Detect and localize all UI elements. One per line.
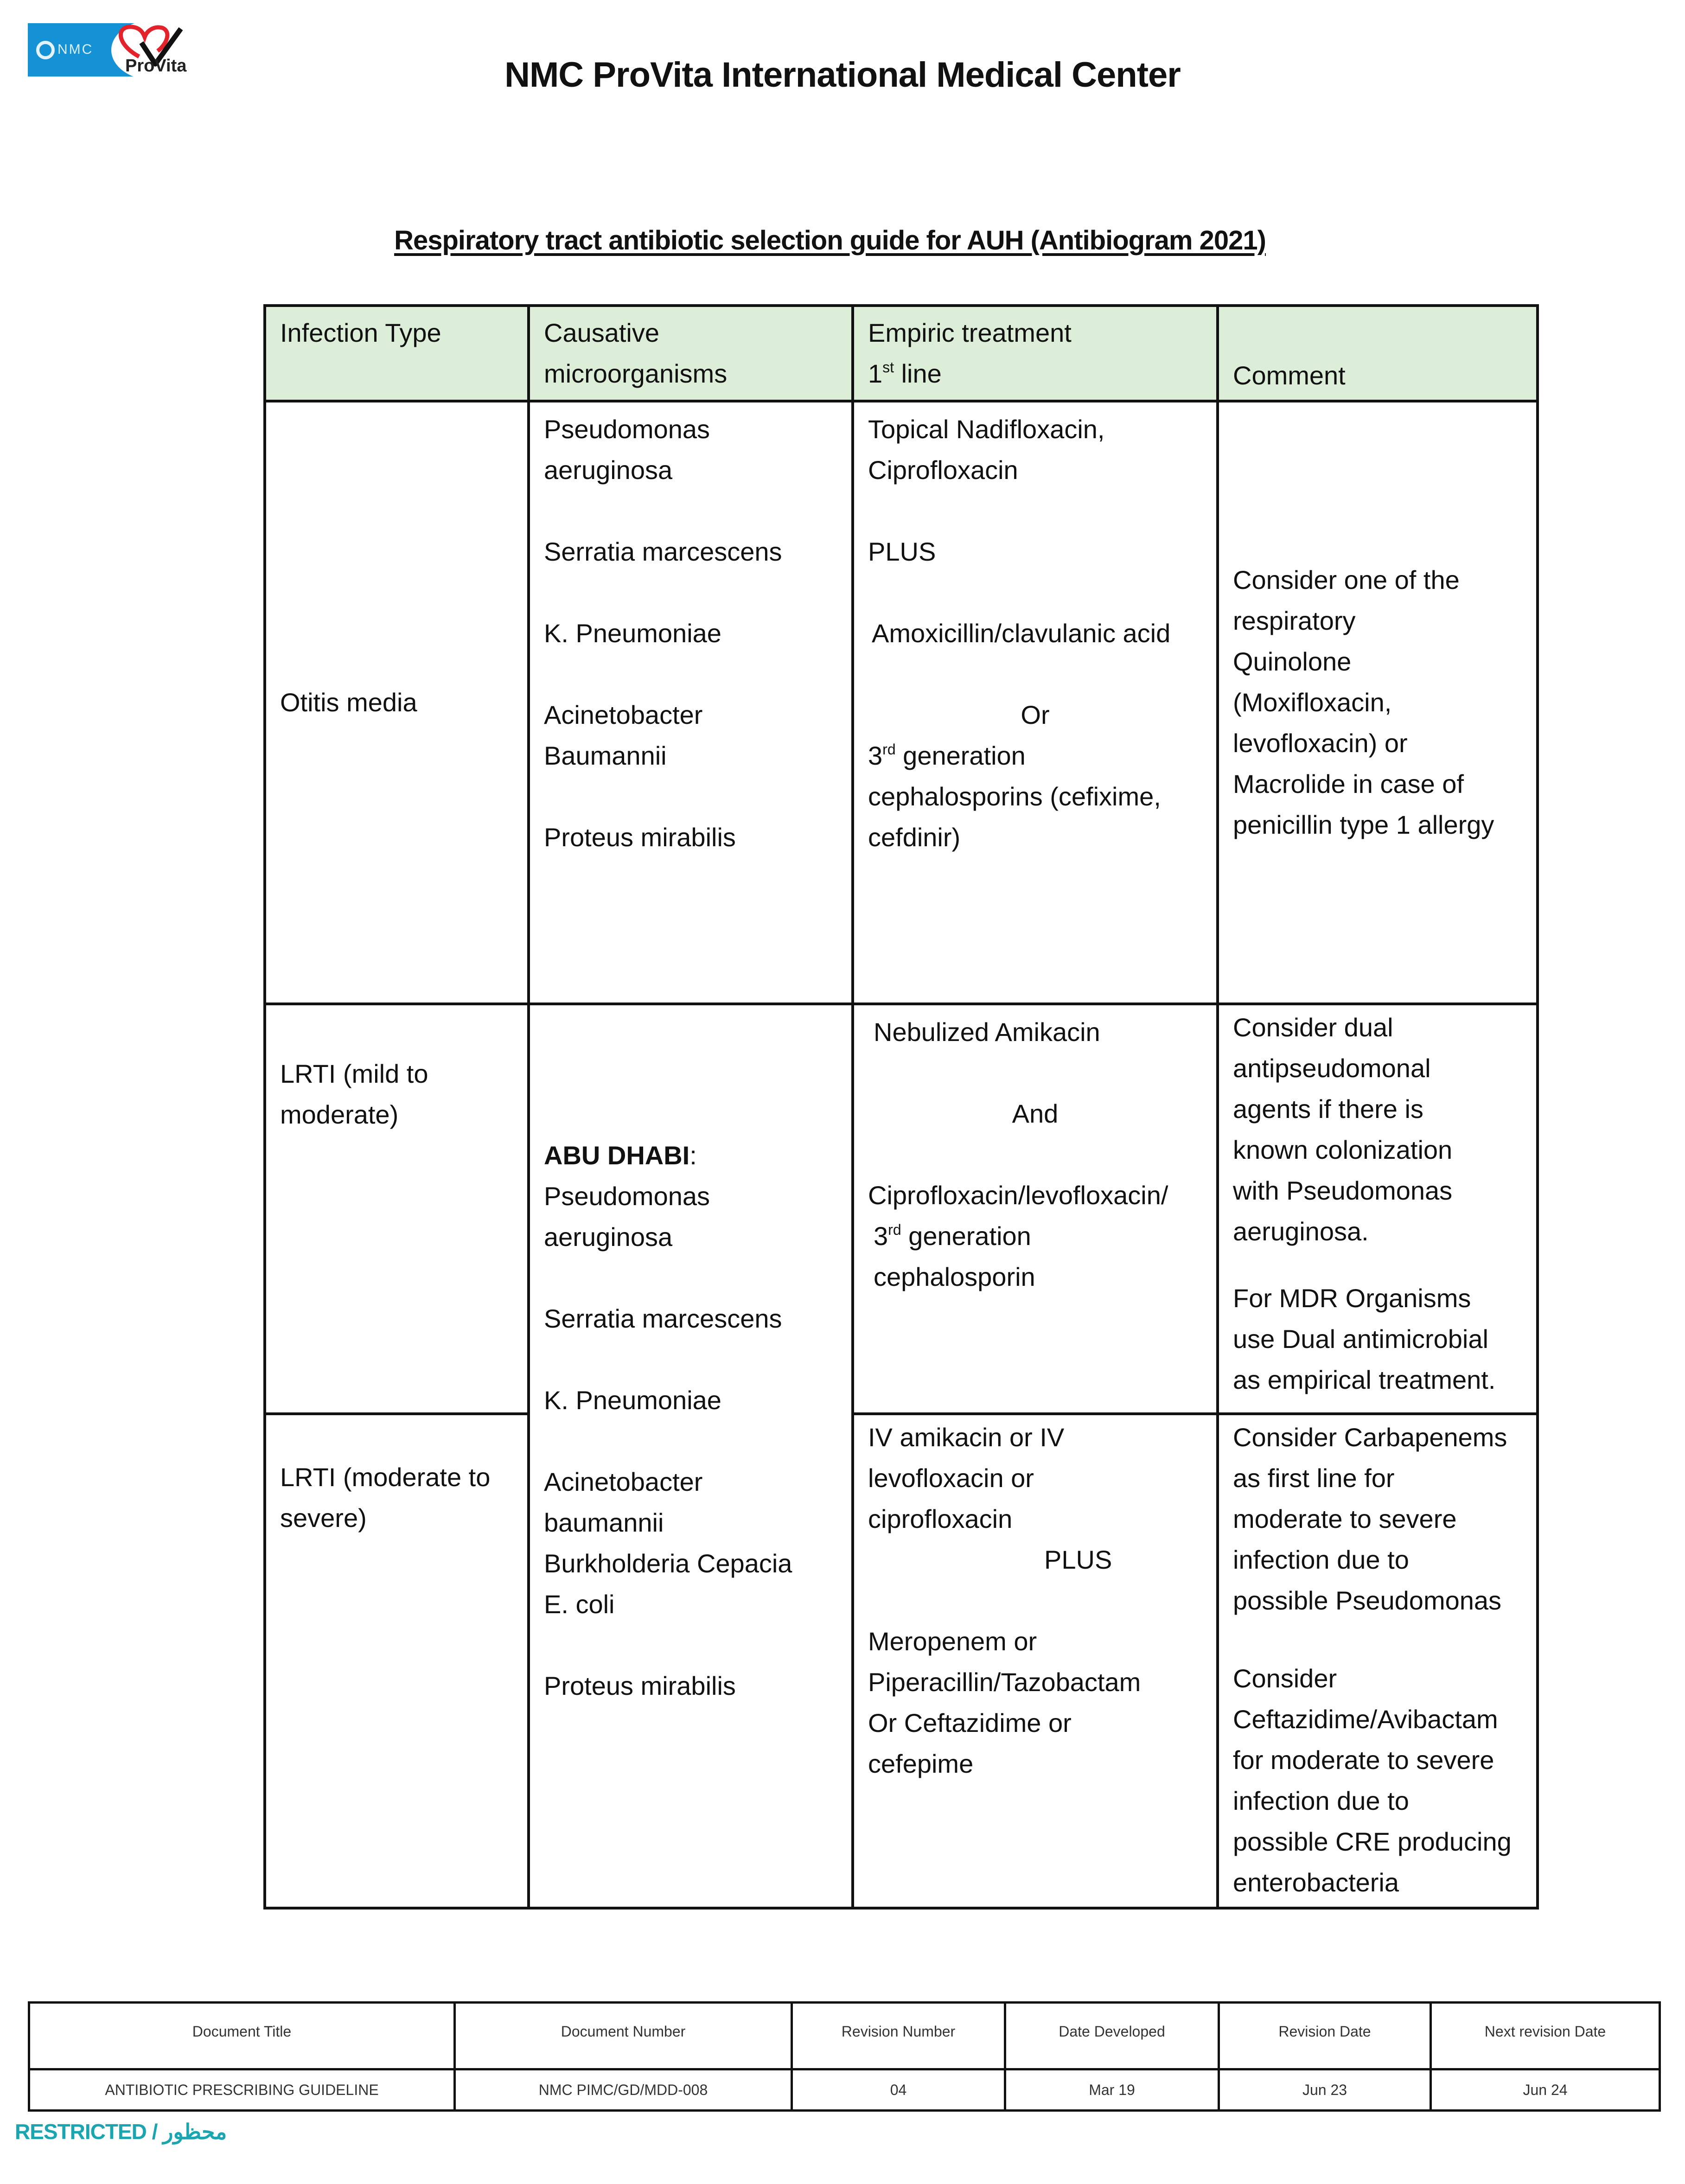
treatment-line: Amoxicillin/clavulanic acid [872,619,1171,648]
header-causative-microorganisms [529,306,853,401]
ordinal-number: 3 [874,1221,888,1251]
header-label: Comment [1233,361,1346,390]
comment-line: as first line for [1233,1463,1395,1493]
spacer [544,1625,837,1666]
header-label: Infection Type [280,318,441,347]
spacer [868,491,1202,531]
cell-infection-type [265,1414,529,1908]
header-label [868,353,1202,394]
table-row-lrti-moderate-severe [265,1414,1538,1908]
label-revision-number: Revision Number [792,2003,1005,2069]
treatment-line: levofloxacin or [868,1463,1034,1493]
value-document-title: ANTIBIOTIC PRESCRIBING GUIDELINE [29,2069,455,2111]
comment-line: penicillin type 1 allergy [1233,810,1494,839]
header-label: Empiric treatment [868,318,1072,347]
comment-line: infection due to [1233,1545,1409,1574]
organism-item: Baumannii [544,741,667,770]
cell-infection-type [265,401,529,1004]
comment-line: known colonization [1233,1135,1453,1164]
classification-label: RESTRICTED / محظور [15,2120,227,2144]
organism-item: Serratia marcescens [544,1304,782,1333]
comment-line: Consider one of the [1233,565,1460,594]
organism-region-label [544,1135,837,1176]
region-colon: : [689,1141,697,1170]
treatment-line: Ciprofloxacin [868,455,1018,485]
value-document-number: NMC PIMC/GD/MDD-008 [455,2069,792,2111]
ordinal-number: 1 [868,359,883,388]
header-label: microorganisms [544,359,728,388]
infection-type-text: LRTI (mild to [280,1059,428,1088]
page-title: NMC ProVita International Medical Center [504,55,1181,95]
antibiotic-guide-table [263,304,1539,1909]
comment-line: Consider [1233,1664,1337,1693]
treatment-line: Topical Nadifloxacin, [868,415,1105,444]
comment-line: as empirical treatment. [1233,1365,1496,1394]
comment-line: Quinolone [1233,647,1352,676]
spacer [868,1580,1202,1621]
treatment-text: generation [901,1221,1031,1251]
treatment-line: Piperacillin/Tazobactam [868,1667,1141,1697]
label-revision-date: Revision Date [1219,2003,1431,2069]
document-control-header-row [29,2003,1660,2069]
comment-line: aeruginosa. [1233,1217,1369,1246]
document-control-table [28,2001,1661,2112]
comment-line: possible Pseudomonas [1233,1586,1502,1615]
spacer [544,654,837,695]
spacer [868,1134,1202,1175]
logo-nmc-text: NMC [57,42,94,57]
value-revision-date: Jun 23 [1219,2069,1431,2111]
comment-line: use Dual antimicrobial [1233,1324,1488,1354]
comment-line: respiratory [1233,606,1356,635]
spacer [544,1339,837,1380]
label-date-developed: Date Developed [1005,2003,1219,2069]
treatment-line: Nebulized Amikacin [874,1017,1100,1047]
organism-item: K. Pneumoniae [544,619,721,648]
comment-line: Macrolide in case of [1233,769,1464,798]
ordinal-suffix: st [882,359,894,376]
header-label: Causative [544,318,660,347]
infection-type-text: moderate) [280,1100,399,1129]
treatment-connector: And [1012,1099,1059,1128]
label-document-number: Document Number [455,2003,792,2069]
treatment-line: cefdinir) [868,823,961,852]
label-document-title: Document Title [29,2003,455,2069]
header-label-rest: line [894,359,942,388]
comment-line: with Pseudomonas [1233,1176,1453,1205]
treatment-text: generation [895,741,1026,770]
organism-item: Proteus mirabilis [544,823,736,852]
treatment-line: Or Ceftazidime or [868,1708,1072,1737]
region-name: ABU DHABI [544,1141,690,1170]
comment-line: enterobacteria [1233,1868,1399,1897]
spacer [1233,1252,1522,1278]
comment-line: agents if there is [1233,1094,1423,1124]
value-revision-number: 04 [792,2069,1005,2111]
logo-provita-text: ProVita [125,56,187,76]
comment-line: (Moxifloxacin, [1233,688,1392,717]
treatment-line [868,735,1202,776]
table-header-row [265,306,1538,401]
cell-treatment [853,1004,1218,1414]
header-empiric-treatment [853,306,1218,401]
spacer [868,1053,1202,1093]
spacer [868,654,1202,695]
treatment-line: Ciprofloxacin/levofloxacin/ [868,1181,1168,1210]
header-comment [1218,306,1538,401]
comment-line: Consider Carbapenems [1233,1423,1507,1452]
spacer [544,491,837,531]
organism-item: aeruginosa [544,1222,673,1252]
comment-line: for moderate to severe [1233,1745,1494,1775]
treatment-line: ciprofloxacin [868,1504,1013,1533]
spacer [544,776,837,817]
cell-treatment [853,401,1218,1004]
cell-treatment [853,1414,1218,1908]
cell-comment [1218,401,1538,1004]
treatment-line: IV amikacin or IV [868,1423,1065,1452]
label-next-revision-date: Next revision Date [1431,2003,1660,2069]
comment-line: infection due to [1233,1786,1409,1815]
ordinal-number: 3 [868,741,883,770]
document-control-values-row [29,2069,1660,2111]
cell-comment [1218,1414,1538,1908]
spacer [868,572,1202,613]
infection-type-text: LRTI (moderate to [280,1462,491,1492]
comment-line: For MDR Organisms [1233,1284,1471,1313]
organism-item: baumannii [544,1508,664,1537]
comment-line: antipseudomonal [1233,1054,1431,1083]
table-row-lrti-mild-moderate [265,1004,1538,1414]
treatment-connector: PLUS [868,537,936,566]
organism-item: Pseudomonas [544,1181,710,1211]
treatment-connector: Or [1021,700,1050,729]
spacer [544,1258,837,1298]
value-next-revision-date: Jun 24 [1431,2069,1660,2111]
page-subtitle: Respiratory tract antibiotic selection guide for AUH (Antibiogram 2021) [394,225,1266,255]
spacer [544,1421,837,1462]
organism-item: E. coli [544,1590,615,1619]
ordinal-suffix: rd [888,1221,901,1238]
cell-infection-type [265,1004,529,1414]
spacer [544,572,837,613]
infection-type-text: severe) [280,1503,367,1533]
comment-line: Consider dual [1233,1013,1393,1042]
header-infection-type [265,306,529,401]
treatment-line: cephalosporins (cefixime, [868,782,1161,811]
organism-item: Acinetobacter [544,1467,703,1496]
organism-item: Serratia marcescens [544,537,782,566]
comment-line: Ceftazidime/Avibactam [1233,1705,1498,1734]
cell-organisms-lrti [529,1004,853,1908]
cell-comment [1218,1004,1538,1414]
value-date-developed: Mar 19 [1005,2069,1219,2111]
cell-organisms [529,401,853,1004]
comment-line: moderate to severe [1233,1504,1457,1533]
treatment-line: cephalosporin [874,1262,1035,1291]
organism-item: Burkholderia Cepacia [544,1549,792,1578]
ordinal-suffix: rd [882,741,896,758]
spacer [1233,1621,1522,1658]
organism-item: Pseudomonas [544,415,710,444]
comment-line: levofloxacin) or [1233,728,1408,758]
organism-item: K. Pneumoniae [544,1386,721,1415]
infection-type-text: Otitis media [280,688,417,717]
comment-line: possible CRE producing [1233,1827,1512,1856]
treatment-line [868,1216,1202,1257]
organism-item: Acinetobacter [544,700,703,729]
organism-item: Proteus mirabilis [544,1671,736,1700]
table-row-otitis-media [265,401,1538,1004]
organism-item: aeruginosa [544,455,673,485]
treatment-line: cefepime [868,1749,974,1778]
treatment-line: Meropenem or [868,1627,1037,1656]
treatment-connector: PLUS [1044,1545,1112,1574]
